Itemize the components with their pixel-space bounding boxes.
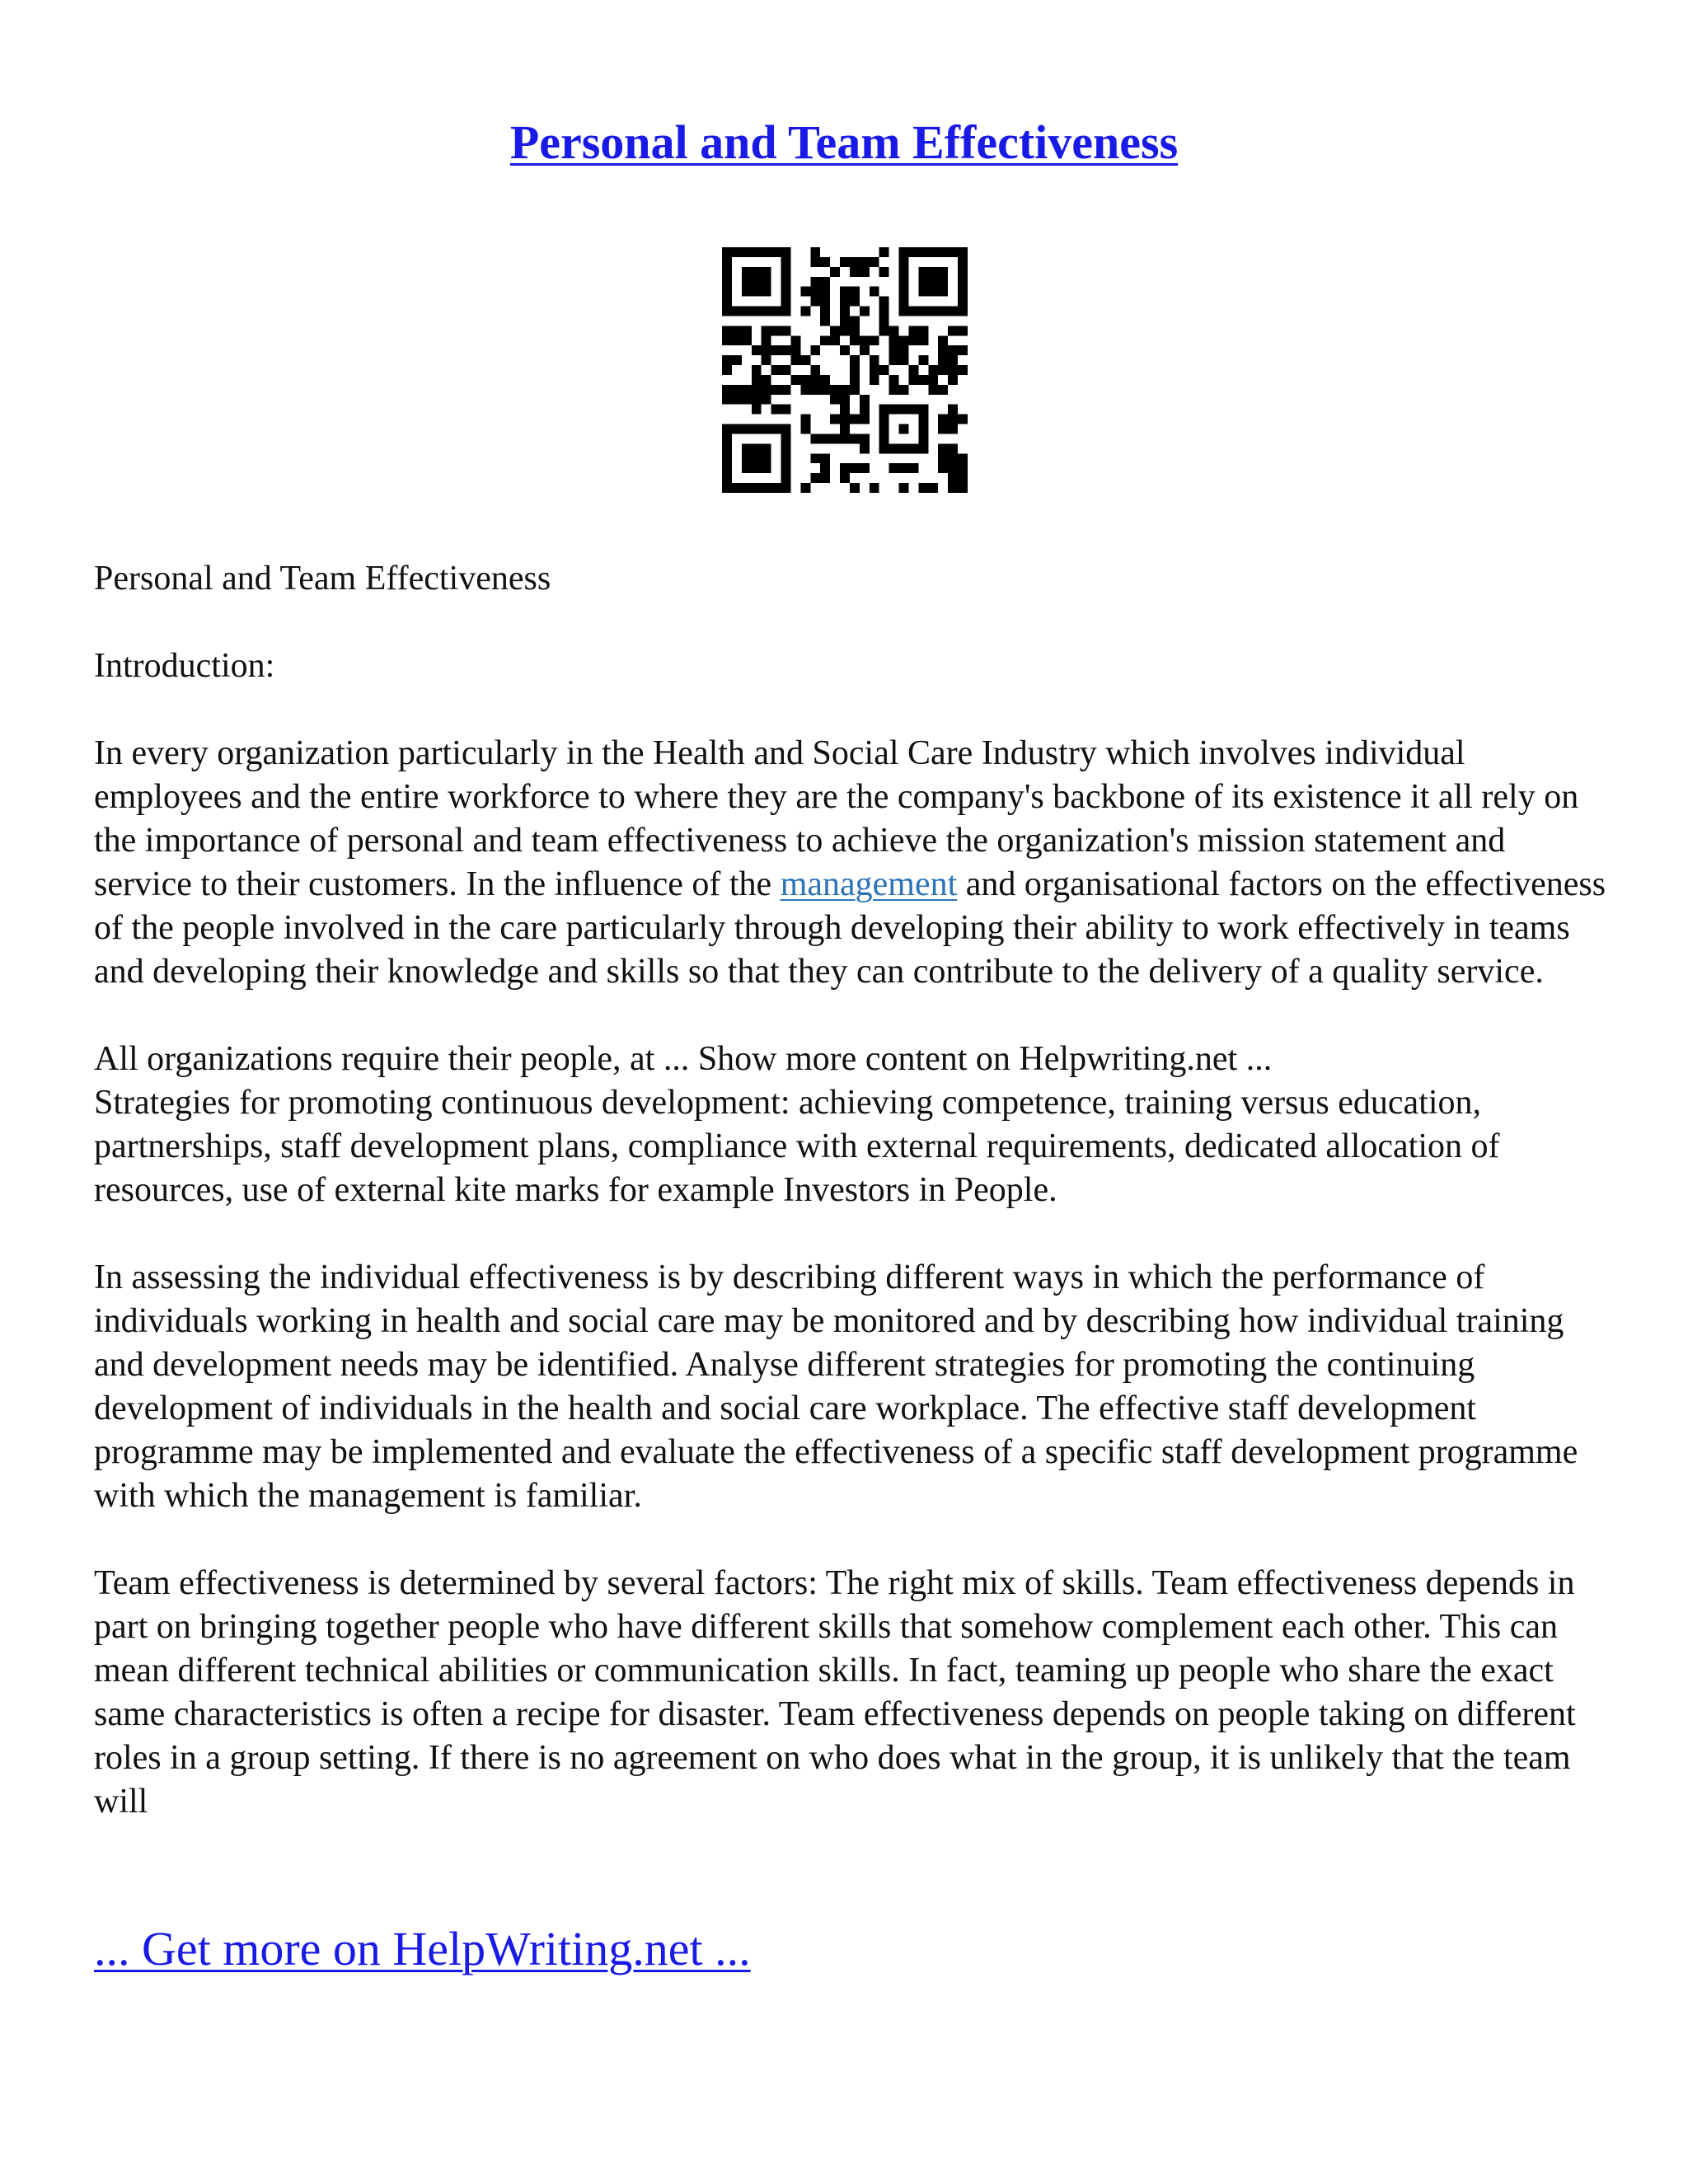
paragraph-strategies bbox=[94, 1038, 1611, 1212]
get-more-link[interactable]: ... Get more on HelpWriting.net ... bbox=[94, 1922, 751, 1975]
body-heading: Personal and Team Effectiveness bbox=[94, 560, 551, 598]
show-more-line: All organizations require their people, at ... Show more content on Helpwriting.net ... bbox=[94, 1040, 1273, 1078]
management-link[interactable]: management bbox=[780, 865, 958, 903]
paragraph-introduction bbox=[94, 732, 1611, 994]
get-more-section bbox=[94, 1920, 751, 1978]
document-body bbox=[94, 557, 1611, 1868]
paragraph-text: In every organization particularly in the Health and Social Care Industry which involves individual employees and the entire workforce to where they are the company's backbone of its existence it all rely on the importance of personal and team effectiveness to achieve the organization's mission statement and service to their customers. In the influence of the bbox=[94, 734, 1579, 903]
title-link[interactable]: Personal and Team Effectiveness bbox=[509, 115, 1179, 169]
qr-code-image bbox=[722, 247, 968, 493]
paragraph-text: and organisational factors on the effectiveness of the people involved in the care particularly through developing their ability to work effectively in teams and developing their knowledge and skills so that they can contribute to the delivery of a quality service. bbox=[94, 865, 1606, 991]
paragraph-individual-effectiveness: In assessing the individual effectiveness is by describing different ways in which the performance of individuals working in health and social care may be monitored and by describing how individual training and development needs may be identified. Analyse different strategies for promoting the continuing development of individuals in the health and social care workplace. The effective staff development programme may be implemented and evaluate the effectiveness of a specific staff development programme with which the management is familiar. bbox=[94, 1258, 1578, 1515]
page-title bbox=[0, 114, 1688, 171]
introduction-label: Introduction: bbox=[94, 647, 275, 685]
paragraph-team-effectiveness: Team effectiveness is determined by several factors: The right mix of skills. Team effectiveness depends in part on bringing together people who have different skills that somehow complement each other. This can mean different technical abilities or communication skills. In fact, teaming up people who share the exact same characteristics is often a recipe for disaster. Team effectiveness depends on people taking on different roles in a group setting. If there is no agreement on who does what in the group, it is unlikely that the team will bbox=[94, 1564, 1576, 1821]
strategies-text: Strategies for promoting continuous development: achieving competence, training versus education, partnerships, staff development plans, compliance with external requirements, dedicated allocation of resources, use of external kite marks for example Investors in People. bbox=[94, 1084, 1500, 1209]
